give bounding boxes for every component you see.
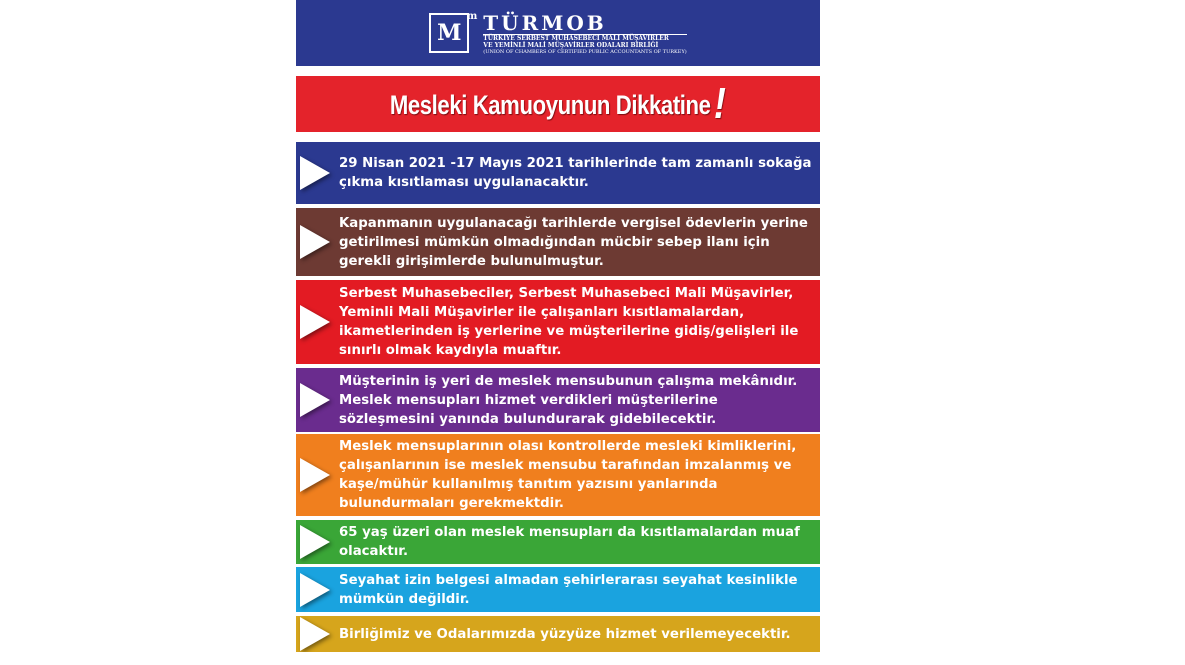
notice-item-5 [296,434,820,516]
notice-item-8 [296,616,820,652]
arrow-icon [300,305,330,339]
turmob-logo-icon [429,11,478,53]
notice-text: Müşterinin iş yeri de meslek mensubunun çalışma mekânıdır. Meslek mensupları hizmet verdikleri müşterilerine sözleşmesini yanında bulundurarak gidebilecektir. [339,373,798,427]
org-subtitle-line1: TÜRKİYE SERBEST MUHASEBECİ MALİ MÜŞAVİRLER [483,34,669,42]
org-subtitle-line3: (UNION OF CHAMBERS OF CERTIFIED PUBLIC ACCOUNTANTS OF TURKEY) [483,48,687,55]
notice-text: Birliğimiz ve Odalarımızda yüzyüze hizmet verilemeyecektir. [339,626,791,642]
title-text: Mesleki Kamuoyunun Dikkatine [390,90,711,120]
notice-text: Kapanmanın uygulanacağı tarihlerde vergisel ödevlerin yerine getirilmesi mümkün olmadığından mücbir sebep ilanı için gerekli girişimlerde bulunulmuştur. [339,215,808,269]
arrow-icon [300,225,330,259]
notice-text: 65 yaş üzeri olan meslek mensupları da kısıtlamalardan muaf olacaktır. [339,525,800,559]
logo-letter: M [437,20,462,46]
page-title [390,79,726,129]
arrow-icon [300,525,330,559]
notice-item-1 [296,142,820,204]
announcement-poster [296,0,820,665]
exclamation-mark: ! [714,79,726,128]
arrow-icon [300,458,330,492]
header-banner [296,0,820,66]
notice-item-4 [296,368,820,432]
arrow-icon [300,383,330,417]
logo-superscript: m [466,11,478,22]
notice-text: 29 Nisan 2021 -17 Mayıs 2021 tarihlerinde tam zamanlı sokağa çıkma kısıtlaması uygulanacaktır. [339,156,812,190]
org-name: TÜRMOB [483,12,686,35]
notice-item-2 [296,208,820,276]
notice-item-3 [296,280,820,364]
notice-text: Serbest Muhasebeciler, Serbest Muhasebeci Mali Müşavirler, Yeminli Mali Müşavirler ile çalışanları kısıtlamalardan, ikametlerinden iş yerlerine ve müşterilerine gidiş/gelişleri ile sınırlı olmak kaydıyla muaftır. [339,286,799,358]
notice-item-7 [296,567,820,612]
arrow-icon [300,573,330,607]
org-subtitle-line2: VE YEMİNLİ MALİ MÜŞAVİRLER ODALARI BİRLİĞİ [483,41,659,49]
notice-text: Seyahat izin belgesi almadan şehirlerarası seyahat kesinlikle mümkün değildir. [339,572,798,607]
arrow-icon [300,617,330,651]
arrow-icon [300,156,330,190]
notice-item-6 [296,520,820,564]
logo-text-block [483,12,686,55]
title-banner [296,76,820,132]
notice-text: Meslek mensuplarının olası kontrollerde mesleki kimliklerini, çalışanlarının ise meslek mensubu tarafından imzalanmış ve kaşe/mühür kullanılmış tanıtım yazısını yanlarında bulundurmaları gerekmektdir. [339,439,797,511]
